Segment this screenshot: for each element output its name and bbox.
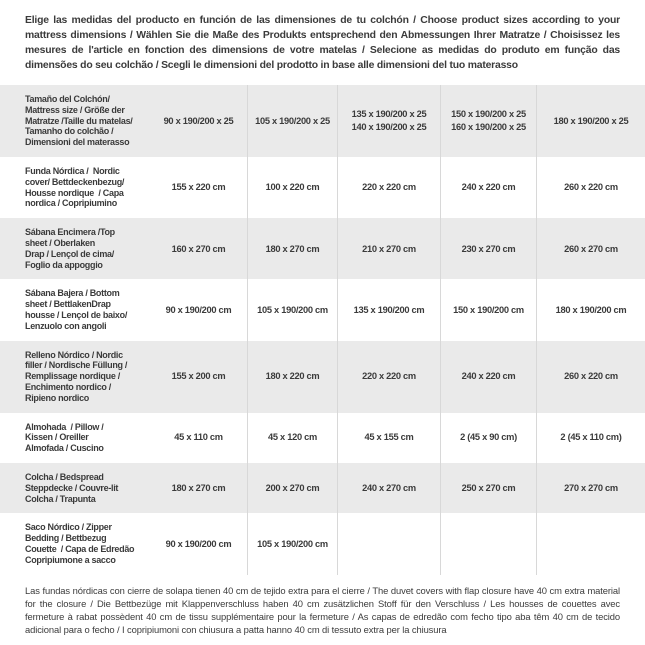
row-mattress-size	[0, 85, 645, 157]
size-value-cell: 105 x 190/200 cm	[247, 513, 337, 574]
size-value-cell: 90 x 190/200 cm	[165, 538, 232, 549]
size-value-cell: 135 x 190/200 cm	[337, 279, 440, 340]
size-value-cell: 240 x 220 cm	[440, 341, 536, 413]
size-value-cell: 230 x 270 cm	[440, 218, 536, 279]
size-value-cell: 150 x 190/200 x 25 160 x 190/200 x 25	[440, 85, 536, 157]
size-value-cell: 180 x 190/200 cm	[536, 279, 645, 340]
size-value-cell: 180 x 220 cm	[247, 341, 337, 413]
product-label-cell: Colcha / Bedspread Steppdecke / Couvre-lit Colcha / Trapunta	[25, 471, 119, 504]
size-value-cell: 45 x 120 cm	[247, 413, 337, 463]
product-label-cell: Almohada / Pillow / Kissen / Oreiller Almofada / Cuscino	[25, 421, 104, 454]
size-value-cell: 90 x 190/200 x 25	[163, 115, 234, 126]
size-value-cell: 240 x 270 cm	[337, 463, 440, 513]
product-label-cell: Relleno Nórdico / Nordic filler / Nordische Füllung / Remplissage nordique / Enchimento nordico / Ripieno nordico	[25, 349, 128, 403]
size-value-cell: 180 x 190/200 x 25	[536, 85, 645, 157]
size-value-cell: 155 x 220 cm	[171, 182, 226, 193]
row-zipper-bedding	[0, 513, 645, 574]
product-label-cell: Saco Nórdico / Zipper Bedding / Bettbezug Couette / Capa de Edredão Copripiumone a sacco	[25, 522, 135, 565]
intro-note: Elige las medidas del producto en función de las dimensiones de tu colchón / Choose product sizes according to your mattress dimensions / Wählen Sie die Maße des Produkts entsprechend den Abmessungen Ihrer Matratze / Choisissez les mesures de l'article en fonction des dimensions de votre matelas / Selecione as medidas do produto em função das dimensões do seu colchão / Scegli le dimensioni del prodotto in base alle dimensioni del tuo materasso	[25, 15, 620, 71]
size-value-cell: 160 x 270 cm	[171, 243, 226, 254]
size-value-cell	[536, 513, 645, 574]
size-value-cell	[337, 513, 440, 574]
size-value-cell: 100 x 220 cm	[247, 157, 337, 218]
size-value-cell	[440, 513, 536, 574]
product-label-cell: Tamaño del Colchón/ Mattress size / Größe der Matratze /Taille du matelas/ Tamanho do colchão / Dimensioni del materasso	[25, 94, 133, 148]
size-value-cell: 105 x 190/200 x 25	[247, 85, 337, 157]
size-value-cell: 105 x 190/200 cm	[247, 279, 337, 340]
footer-note: Las fundas nórdicas con cierre de solapa tienen 40 cm de tejido extra para el cierre / The duvet covers with flap closure have 40 cm extra material for the closure / Die Bettbezüge mit Klappenverschluss haben 40 cm zusätzlichen Stoff für den Verschluss / Les housses de couettes avec fermeture à rabat possèdent 40 cm de tissu supplémentaire pour la fermeture / As capas de edredão com fecho tipo aba têm 40 cm de tecido adicional para o fecho / I copripiumoni con chiusura a patta hanno 40 cm di tessuto extra per la chiusura	[25, 584, 620, 635]
size-value-cell: 155 x 200 cm	[171, 371, 226, 382]
row-nordic-cover	[0, 157, 645, 218]
size-value-cell: 2 (45 x 110 cm)	[536, 413, 645, 463]
size-value-cell: 2 (45 x 90 cm)	[440, 413, 536, 463]
size-value-cell: 45 x 110 cm	[174, 432, 223, 443]
size-value-cell: 135 x 190/200 x 25 140 x 190/200 x 25	[337, 85, 440, 157]
size-table	[0, 85, 645, 575]
size-value-cell: 220 x 220 cm	[337, 341, 440, 413]
row-pillow	[0, 413, 645, 463]
size-value-cell: 200 x 270 cm	[247, 463, 337, 513]
size-value-cell: 90 x 190/200 cm	[165, 304, 232, 315]
size-value-cell: 250 x 270 cm	[440, 463, 536, 513]
product-label-cell: Sábana Encimera /Top sheet / Oberlaken Drap / Lençol de cima/ Foglio da appoggio	[25, 227, 115, 270]
size-value-cell: 45 x 155 cm	[337, 413, 440, 463]
row-nordic-filler	[0, 341, 645, 413]
row-bedspread	[0, 463, 645, 513]
row-top-sheet	[0, 218, 645, 279]
row-bottom-sheet	[0, 279, 645, 340]
size-value-cell: 260 x 220 cm	[536, 157, 645, 218]
size-value-cell: 150 x 190/200 cm	[440, 279, 536, 340]
size-value-cell: 180 x 270 cm	[247, 218, 337, 279]
size-value-cell: 220 x 220 cm	[337, 157, 440, 218]
size-value-cell: 180 x 270 cm	[171, 482, 226, 493]
product-label-cell: Sábana Bajera / Bottom sheet / BettlakenDrap housse / Lençol de baixo/ Lenzuolo con angoli	[25, 288, 128, 331]
size-value-cell: 240 x 220 cm	[440, 157, 536, 218]
product-label-cell: Funda Nórdica / Nordic cover/ Bettdeckenbezug/ Housse nordique / Capa nordica / Copripiumino	[25, 165, 125, 209]
size-value-cell: 210 x 270 cm	[337, 218, 440, 279]
size-value-cell: 270 x 270 cm	[536, 463, 645, 513]
size-value-cell: 260 x 220 cm	[536, 341, 645, 413]
size-value-cell: 260 x 270 cm	[536, 218, 645, 279]
